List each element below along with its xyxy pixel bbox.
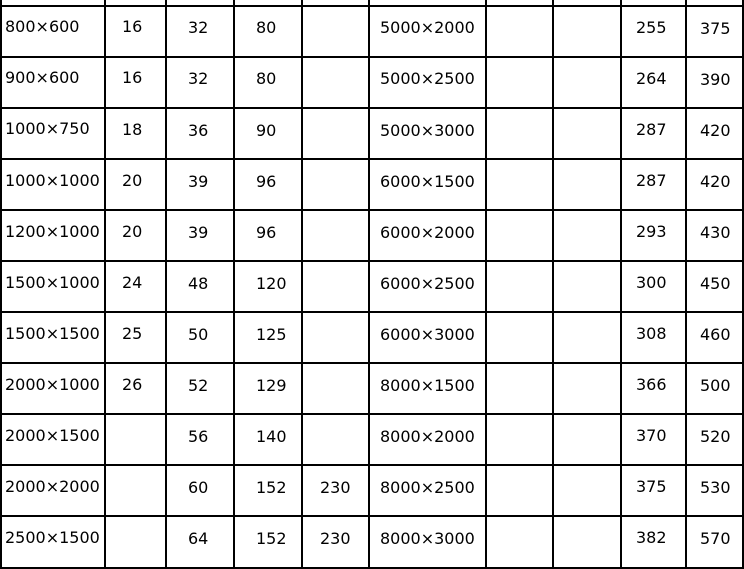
row-divider [0,260,744,262]
row-divider [0,464,744,466]
table-cell: 293 [636,222,667,241]
table-cell: 6000×1500 [380,172,475,191]
column-divider [0,0,2,569]
table-cell: 370 [636,426,667,445]
table-cell: 96 [256,172,277,191]
table-cell: 96 [256,223,277,242]
column-divider [301,0,303,569]
column-divider [552,0,554,569]
table-cell: 450 [700,274,731,293]
table-cell: 80 [256,18,277,37]
row-divider [0,515,744,517]
column-divider [685,0,687,569]
column-divider [620,0,622,569]
table-cell: 125 [256,325,287,344]
table-cell: 2000×1500 [5,426,100,445]
table-cell: 1500×1000 [5,273,100,292]
column-divider [165,0,167,569]
table-cell: 24 [122,273,143,292]
table-cell: 230 [320,529,351,548]
table-cell: 8000×1500 [380,376,475,395]
table-cell: 430 [700,223,731,242]
table-cell: 287 [636,120,667,139]
table-cell: 520 [700,427,731,446]
table-cell: 140 [256,427,287,446]
table-cell: 56 [188,427,209,446]
table-cell: 5000×3000 [380,121,475,140]
row-divider [0,413,744,415]
table-cell: 39 [188,223,209,242]
table-cell: 129 [256,376,287,395]
table-cell: 152 [256,478,287,497]
table-cell: 8000×2000 [380,427,475,446]
table-cell: 570 [700,529,731,548]
row-divider [0,56,744,58]
table-cell: 16 [122,17,143,36]
row-divider [0,5,744,7]
table-cell: 120 [256,274,287,293]
table-cell: 375 [700,19,731,38]
table-cell: 287 [636,171,667,190]
table-cell: 230 [320,478,351,497]
table-cell: 1200×1000 [5,222,100,241]
table-cell: 32 [188,69,209,88]
row-divider [0,158,744,160]
row-divider [0,107,744,109]
table-cell: 500 [700,376,731,395]
table-cell: 264 [636,69,667,88]
table-cell: 90 [256,121,277,140]
column-divider [368,0,370,569]
row-divider [0,362,744,364]
table-cell: 26 [122,375,143,394]
table-cell: 20 [122,171,143,190]
table-cell: 32 [188,18,209,37]
column-divider [104,0,106,569]
table-cell: 530 [700,478,731,497]
table-cell: 255 [636,18,667,37]
table-cell: 2500×1500 [5,528,100,547]
table-cell: 300 [636,273,667,292]
table-cell: 460 [700,325,731,344]
table-cell: 390 [700,70,731,89]
table-cell: 8000×3000 [380,529,475,548]
table-cell: 900×600 [5,68,80,87]
table-cell: 39 [188,172,209,191]
table-cell: 80 [256,69,277,88]
table-cell: 6000×2500 [380,274,475,293]
table-cell: 6000×2000 [380,223,475,242]
table-cell: 5000×2500 [380,69,475,88]
column-divider [233,0,235,569]
table-cell: 25 [122,324,143,343]
table-cell: 800×600 [5,17,80,36]
table-cell: 52 [188,376,209,395]
table-cell: 2000×2000 [5,477,100,496]
table-cell: 48 [188,274,209,293]
table-cell: 2000×1000 [5,375,100,394]
table-cell: 16 [122,68,143,87]
table-cell: 420 [700,121,731,140]
table-cell: 1000×1000 [5,171,100,190]
table-cell: 420 [700,172,731,191]
table-cell: 1000×750 [5,119,90,138]
table-cell: 36 [188,121,209,140]
table-cell: 60 [188,478,209,497]
table-cell: 152 [256,529,287,548]
column-divider [485,0,487,569]
table-cell: 375 [636,477,667,496]
table-cell: 18 [122,120,143,139]
table-cell: 382 [636,528,667,547]
table-cell: 308 [636,324,667,343]
table-cell: 6000×3000 [380,325,475,344]
row-divider [0,311,744,313]
row-divider [0,209,744,211]
table-cell: 5000×2000 [380,18,475,37]
table-cell: 64 [188,529,209,548]
table-cell: 366 [636,375,667,394]
table-cell: 20 [122,222,143,241]
table-cell: 8000×2500 [380,478,475,497]
table-cell: 1500×1500 [5,324,100,343]
table-cell: 50 [188,325,209,344]
